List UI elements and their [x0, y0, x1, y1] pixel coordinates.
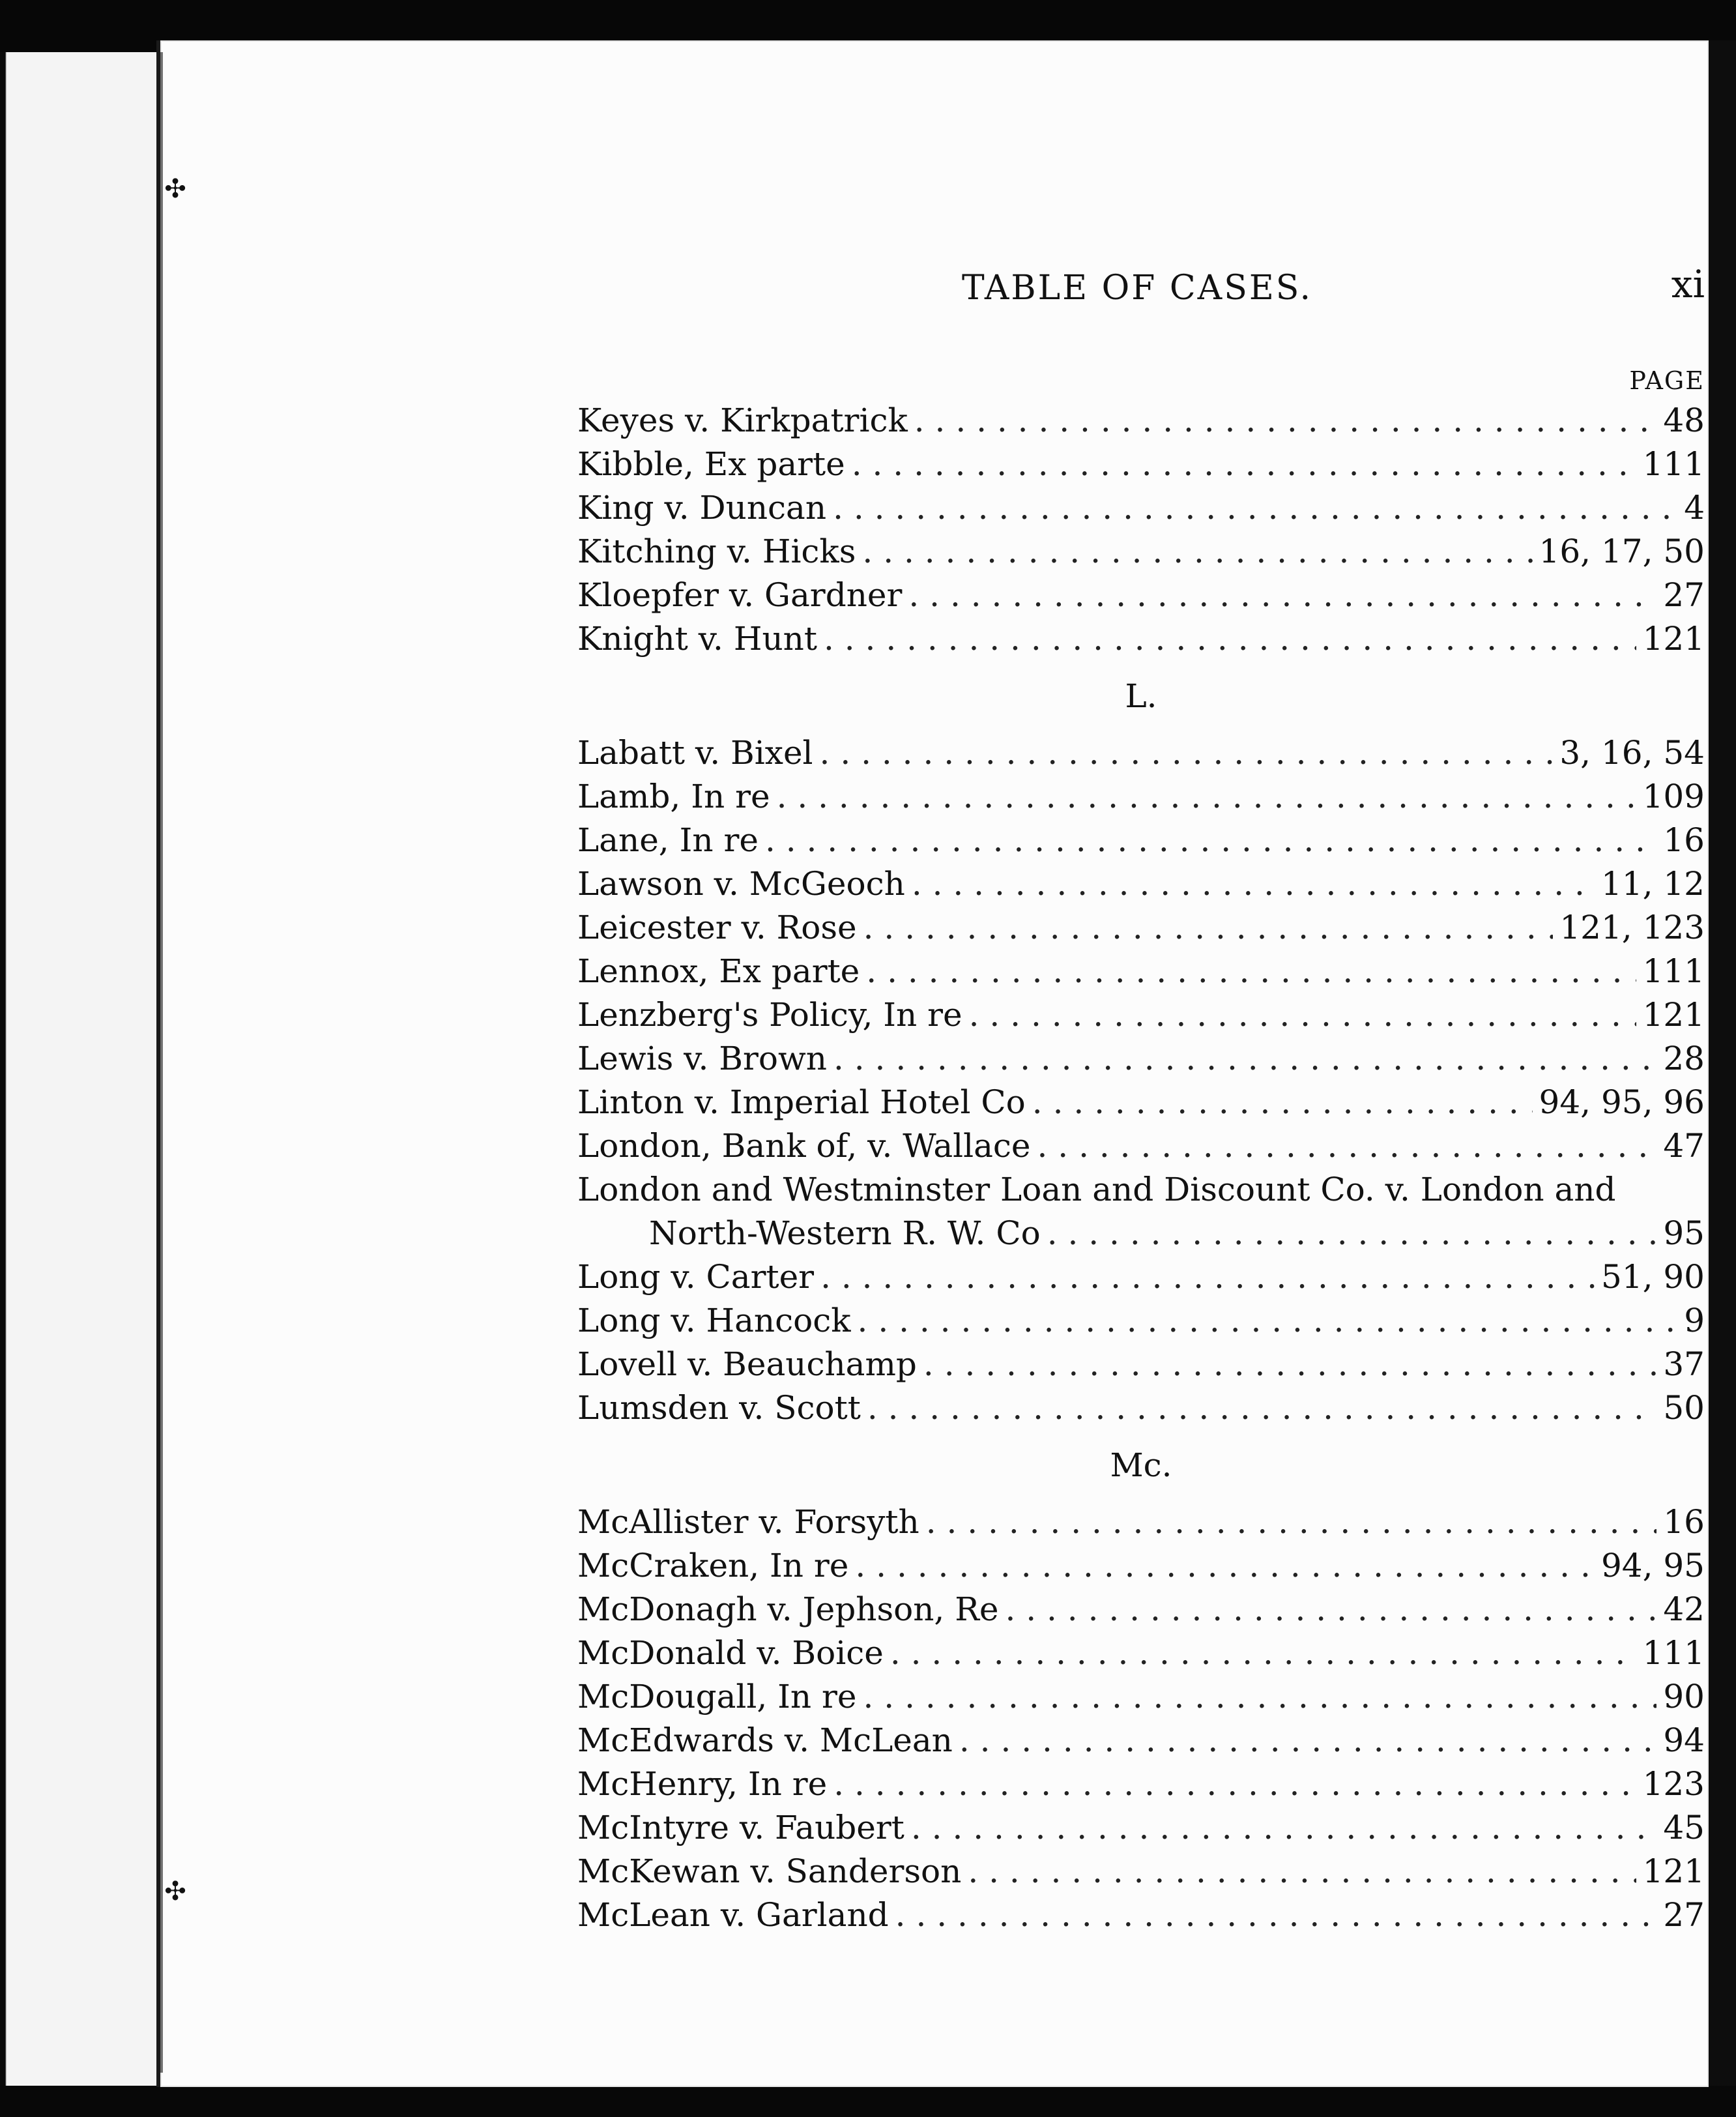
- case-pages: 121: [1642, 1852, 1705, 1890]
- table-row: [577, 862, 1705, 906]
- case-name: Lennox, Ex parte: [577, 952, 860, 990]
- case-pages: 3, 16, 54: [1559, 734, 1705, 772]
- case-pages: 111: [1642, 445, 1705, 483]
- dot-leader: [833, 1037, 1656, 1081]
- dot-leader: [1032, 1081, 1533, 1124]
- table-row: [577, 399, 1705, 443]
- case-pages: 95: [1663, 1214, 1705, 1252]
- page-fold: [160, 52, 163, 2073]
- case-name: Lumsden v. Scott: [577, 1389, 861, 1427]
- section-heading-mc: Mc.: [1110, 1446, 1172, 1484]
- case-pages: 4: [1684, 489, 1705, 527]
- table-row: [577, 819, 1705, 862]
- case-pages: 45: [1663, 1809, 1705, 1847]
- table-row: [577, 1255, 1705, 1299]
- dot-leader: [1005, 1588, 1656, 1631]
- dot-leader: [863, 906, 1554, 950]
- case-name: McHenry, In re: [577, 1765, 828, 1803]
- dot-leader: [820, 731, 1554, 775]
- case-name: McEdwards v. McLean: [577, 1721, 953, 1759]
- case-pages: 51, 90: [1600, 1258, 1705, 1296]
- dot-leader: [969, 993, 1636, 1037]
- table-row: [577, 1124, 1705, 1168]
- dot-leader: [912, 862, 1595, 906]
- table-row: [577, 1386, 1705, 1430]
- table-row: [577, 1081, 1705, 1124]
- case-pages: 16: [1663, 1503, 1705, 1541]
- book-page: [156, 40, 1709, 2087]
- case-name: Linton v. Imperial Hotel Co: [577, 1083, 1026, 1121]
- case-pages: 109: [1642, 778, 1705, 815]
- dot-leader: [858, 1299, 1678, 1343]
- page-number: xi: [1671, 262, 1705, 306]
- binding-mark: ✣: [164, 174, 186, 204]
- section-heading-l: L.: [1125, 677, 1157, 715]
- dot-leader: [968, 1850, 1636, 1893]
- case-name: King v. Duncan: [577, 489, 827, 527]
- table-row: [577, 530, 1705, 574]
- case-name: McKewan v. Sanderson: [577, 1852, 962, 1890]
- case-pages: 16, 17, 50: [1539, 533, 1705, 570]
- page-title: TABLE OF CASES.: [962, 269, 1313, 308]
- case-pages: 94: [1663, 1721, 1705, 1759]
- case-name: McDougall, In re: [577, 1678, 857, 1716]
- case-name: Long v. Carter: [577, 1258, 815, 1296]
- table-row: [577, 950, 1705, 993]
- binding-gutter: [0, 52, 156, 2117]
- case-name: Lamb, In re: [577, 778, 770, 815]
- table-row: [577, 1675, 1705, 1719]
- case-name: London, Bank of, v. Wallace: [577, 1127, 1031, 1165]
- case-pages: 90: [1663, 1678, 1705, 1716]
- table-row: [577, 1719, 1705, 1762]
- case-pages: 28: [1663, 1040, 1705, 1077]
- table-row: [577, 1544, 1705, 1588]
- table-row: [577, 1762, 1705, 1806]
- dot-leader: [852, 443, 1636, 486]
- case-name: Lane, In re: [577, 821, 759, 859]
- table-row: [577, 443, 1705, 486]
- case-pages: 42: [1663, 1590, 1705, 1628]
- dot-leader: [833, 1762, 1636, 1806]
- case-pages: 121, 123: [1559, 909, 1705, 946]
- case-pages: 16: [1663, 821, 1705, 859]
- case-pages: 121: [1642, 996, 1705, 1034]
- case-name: Leicester v. Rose: [577, 909, 857, 946]
- dot-leader: [862, 530, 1532, 574]
- case-name: McAllister v. Forsyth: [577, 1503, 919, 1541]
- case-name: McDonagh v. Jephson, Re: [577, 1590, 999, 1628]
- case-pages: 94, 95, 96: [1539, 1083, 1705, 1121]
- case-pages: 123: [1642, 1765, 1705, 1803]
- dot-leader: [824, 617, 1636, 661]
- table-row: [577, 906, 1705, 950]
- case-pages: 50: [1663, 1389, 1705, 1427]
- case-name: McDonald v. Boice: [577, 1634, 884, 1672]
- table-of-cases: [577, 399, 1705, 1937]
- case-pages: 48: [1663, 402, 1705, 439]
- table-row: [577, 1343, 1705, 1386]
- dot-leader: [890, 1631, 1636, 1675]
- case-name: Knight v. Hunt: [577, 620, 817, 658]
- dot-leader: [908, 574, 1656, 617]
- dot-leader: [914, 399, 1657, 443]
- table-row: [577, 1299, 1705, 1343]
- case-pages: 27: [1663, 1896, 1705, 1934]
- table-row: [577, 1631, 1705, 1675]
- dot-leader: [959, 1719, 1656, 1762]
- dot-leader: [777, 775, 1636, 819]
- dot-leader: [911, 1806, 1656, 1850]
- table-row: [577, 1168, 1705, 1255]
- dot-leader: [1037, 1124, 1657, 1168]
- case-name: McIntyre v. Faubert: [577, 1809, 904, 1847]
- case-name-line2: North-Western R. W. Co: [649, 1214, 1041, 1252]
- table-row: [577, 731, 1705, 775]
- dot-leader: [820, 1255, 1595, 1299]
- case-name: McCraken, In re: [577, 1547, 849, 1584]
- case-name: Lewis v. Brown: [577, 1040, 827, 1077]
- case-name: Lawson v. McGeoch: [577, 865, 905, 903]
- dot-leader: [895, 1893, 1657, 1937]
- dot-leader: [923, 1343, 1656, 1386]
- case-pages: 37: [1663, 1345, 1705, 1383]
- case-pages: 27: [1663, 576, 1705, 614]
- section-k-list: [577, 399, 1705, 661]
- dot-leader: [866, 950, 1636, 993]
- case-pages: 121: [1642, 620, 1705, 658]
- table-row: [577, 993, 1705, 1037]
- case-name: Kloepfer v. Gardner: [577, 576, 903, 614]
- case-name: Lovell v. Beauchamp: [577, 1345, 917, 1383]
- table-row: [577, 1588, 1705, 1631]
- table-row: [577, 486, 1705, 530]
- case-name: Kibble, Ex parte: [577, 445, 845, 483]
- section-mc-list: [577, 1500, 1705, 1937]
- case-name-line1: London and Westminster Loan and Discount Co. v. London and: [577, 1171, 1616, 1208]
- table-row: [577, 617, 1705, 661]
- dot-leader: [765, 819, 1656, 862]
- case-name: McLean v. Garland: [577, 1896, 889, 1934]
- case-name: Kitching v. Hicks: [577, 533, 856, 570]
- case-name: Keyes v. Kirkpatrick: [577, 402, 908, 439]
- case-name: Long v. Hancock: [577, 1302, 851, 1339]
- table-row: [577, 1037, 1705, 1081]
- binding-mark: ✣: [164, 1876, 186, 1906]
- case-pages: 11, 12: [1600, 865, 1705, 903]
- case-name: Lenzberg's Policy, In re: [577, 996, 962, 1034]
- table-row: [577, 775, 1705, 819]
- dot-leader: [855, 1544, 1595, 1588]
- section-l-list-tail: [577, 1255, 1705, 1430]
- table-row: [577, 1893, 1705, 1937]
- case-pages: 47: [1663, 1127, 1705, 1165]
- dot-leader: [863, 1675, 1657, 1719]
- dot-leader: [926, 1500, 1657, 1544]
- section-l-list: [577, 731, 1705, 1168]
- case-pages: 9: [1684, 1302, 1705, 1339]
- table-row: [577, 1500, 1705, 1544]
- table-row: [577, 1806, 1705, 1850]
- case-pages: 111: [1642, 1634, 1705, 1672]
- table-row: [577, 1850, 1705, 1893]
- case-pages: 111: [1642, 952, 1705, 990]
- dot-leader: [867, 1386, 1657, 1430]
- case-pages: 94, 95: [1600, 1547, 1705, 1584]
- running-header: [962, 262, 1705, 314]
- dot-leader: [833, 486, 1677, 530]
- scan-border-bottom: [0, 2086, 1736, 2117]
- table-row: [577, 574, 1705, 617]
- dot-leader: [1047, 1212, 1657, 1255]
- case-name: Labatt v. Bixel: [577, 734, 813, 772]
- page-column-label: PAGE: [1629, 366, 1705, 395]
